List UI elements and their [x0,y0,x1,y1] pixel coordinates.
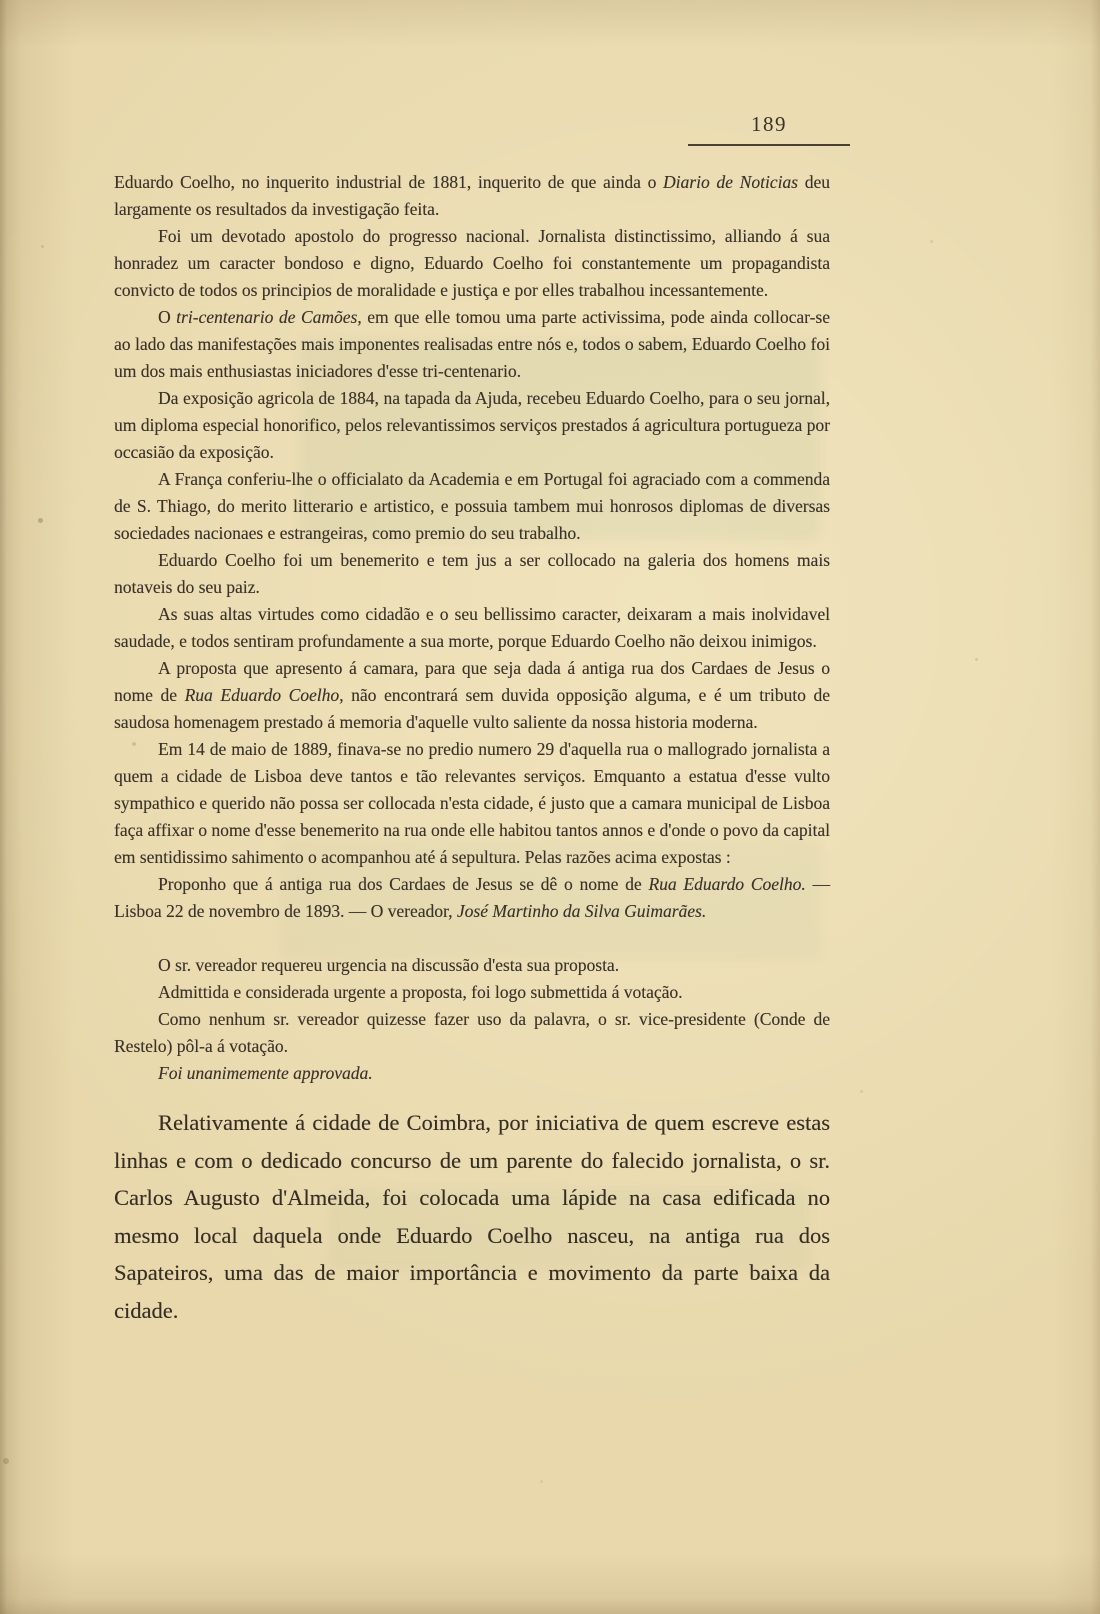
page-text [114,169,830,1329]
italic-segment: José Martinho da Silva Guimarães. [456,901,707,921]
paper-speck [41,245,44,248]
paragraph [114,547,830,601]
paper-speck [930,240,933,243]
text-segment: A França conferiu-lhe o officialato da Academia e em Portugal foi agraciado com a commenda de S. Thiago, do merito litterario e artistico, e possuia tambem mui honrosos diplomas de diversas sociedades nacionaes e estrangeiras, como premio do seu trabalho. [114,469,830,543]
paragraph [114,304,830,385]
paragraph [114,223,830,304]
paragraph [114,871,830,925]
paragraph [114,601,830,655]
text-segment: Admittida e considerada urgente a proposta, foi logo submettida á votação. [158,982,683,1002]
italic-segment: Diario de Noticias [663,172,798,192]
text-segment: — Lisboa 22 de novembro de 1893. — O vereador, [114,874,831,921]
text-segment: O [158,307,177,327]
text-segment: Relativamente á cidade de Coimbra, por iniciativa de quem escreve estas linhas e com o dedicado concurso de um parente do falecido jornalista, o sr. Carlos Augusto d'Almeida, foi colocada uma lápide na casa edificada no mesmo local daquela onde Eduardo Coelho nasceu, na antiga rua dos Sapateiros, uma das de maior importância e movimento da parte baixa da cidade. [114,1110,830,1323]
text-segment: não encontrará sem duvida opposição alguma, e é um tributo de saudosa homenagem prestado á memoria d'aquelle vulto saliente da nossa historia moderna. [114,685,830,732]
text-segment: A proposta que apresento á camara, para que seja dada á antiga rua dos Cardaes de Jesus o nome de [114,658,830,705]
paragraph [114,1006,830,1060]
text-segment: O sr. vereador requereu urgencia na discussão d'esta sua proposta. [158,955,620,975]
italic-segment: Rua Eduardo Coelho. [648,874,806,894]
text-segment: Foi um devotado apostolo do progresso nacional. Jornalista distinctissimo, alliando á sua honradez um caracter bondoso e digno, Eduardo Coelho foi constantemente um propagandista convicto de todos os principios de moralidade e justiça e por elles trabalhou incessantemente. [114,226,830,300]
italic-segment: Foi unanimemente approvada. [158,1063,373,1083]
paragraph [114,655,830,736]
text-segment: Proponho que á antiga rua dos Cardaes de Jesus se dê o nome de [158,874,649,894]
paper-speck [860,1090,863,1093]
paper-speck [540,1480,543,1483]
paper-speck [3,1458,9,1464]
text-segment: Como nenhum sr. vereador quizesse fazer uso da palavra, o sr. vice-presidente (Conde de Restelo) pôl-a á votação. [114,1009,830,1056]
text-segment: Da exposição agricola de 1884, na tapada da Ajuda, recebeu Eduardo Coelho, para o seu jornal, um diploma especial honorifico, pelos relevantissimos serviços prestados á agricultura portugueza por occasião da exposição. [114,388,830,462]
paragraph [114,169,830,223]
paragraph [114,385,830,466]
text-segment: em que elle tomou uma parte activissima, pode ainda collocar-se ao lado das manifestações mais imponentes realisadas entre nós e, todos o sabem, Eduardo Coelho foi um dos mais enthusiastas iniciadores d'esse tri-centenario. [114,307,830,381]
paragraph [114,1060,830,1087]
paragraph [114,466,830,547]
page-number-block [688,112,850,146]
text-segment: Em 14 de maio de 1889, finava-se no predio numero 29 d'aquella rua o mallogrado jornalista a quem a cidade de Lisboa deve tantos e tão relevantes serviços. Emquanto a estatua d'esse vulto sympathico e querido não possa ser collocada n'esta cidade, é justo que a camara municipal de Lisboa faça affixar o nome d'esse benemerito na rua onde elle habitou tantos annos e d'onde o povo da capital em sentidissimo sahimento o acompanhou até á sepultura. Pelas razões acima expostas : [114,739,830,867]
text-segment: As suas altas virtudes como cidadão e o seu bellissimo caracter, deixaram a mais inolvidavel saudade, e todos sentiram profundamente a sua morte, porque Eduardo Coelho não deixou inimigos. [114,604,830,651]
paragraph [114,1104,830,1329]
paper-speck [975,658,978,661]
paragraph [114,952,830,979]
text-segment: Eduardo Coelho foi um benemerito e tem jus a ser collocado na galeria dos homens mais notaveis do seu paiz. [114,550,830,597]
paragraph [114,736,830,871]
paper-speck [38,518,43,523]
text-segment: deu largamente os resultados da investigação feita. [114,172,830,219]
text-segment: Eduardo Coelho, no inquerito industrial de 1881, inquerito de que ainda o [114,172,664,192]
paragraph [114,979,830,1006]
italic-segment: tri-centenario de Camões, [176,307,362,327]
page-number: 189 [751,112,787,136]
italic-segment: Rua Eduardo Coelho, [184,685,344,705]
